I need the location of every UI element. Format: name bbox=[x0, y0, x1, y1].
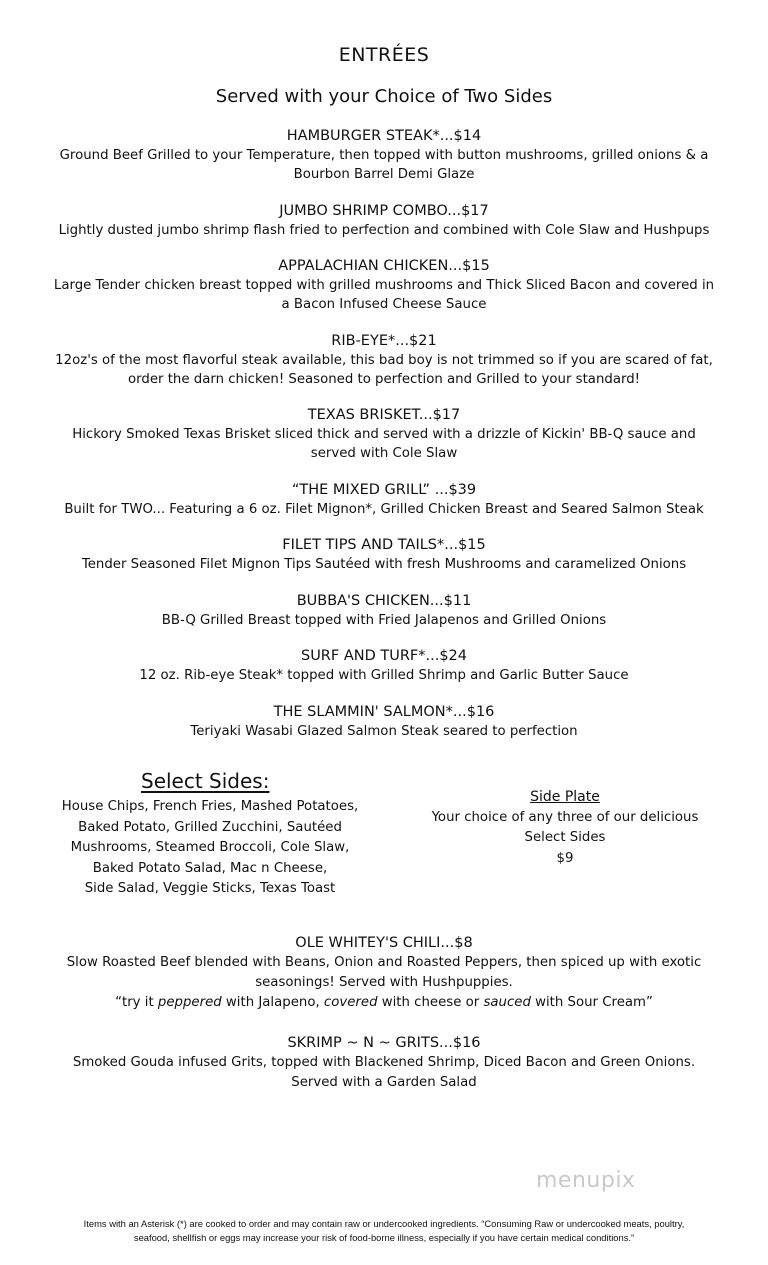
entree-desc-line: 12oz's of the most flavorful steak available, this bad boy is not trimmed so if you are scared of fat, bbox=[55, 352, 713, 368]
chili-tip-italic: covered bbox=[323, 995, 378, 1010]
entree-name: BUBBA'S CHICKEN...$11 bbox=[296, 592, 472, 609]
page-title: ENTRÉES bbox=[338, 44, 430, 66]
entree-name: RIB-EYE*...$21 bbox=[331, 332, 437, 349]
entree-name: TEXAS BRISKET...$17 bbox=[307, 407, 461, 423]
disclaimer-line: Items with an Asterisk (*) are cooked to order and may contain raw or undercooked ingredients. “Consuming Raw or undercooked meats, poultry, bbox=[83, 1218, 685, 1229]
entree-desc-line: 12 oz. Rib-eye Steak* topped with Grilled Shrimp and Garlic Butter Sauce bbox=[139, 668, 629, 683]
entree-name: APPALACHIAN CHICKEN...$15 bbox=[278, 258, 490, 274]
entree-list bbox=[30, 127, 738, 758]
entree-name: THE SLAMMIN' SALMON*...$16 bbox=[273, 703, 495, 720]
select-sides-heading: Select Sides: bbox=[141, 769, 270, 793]
entree-desc-line: Built for TWO... Featuring a 6 oz. Filet Mignon*, Grilled Chicken Breast and Seared Salmon Steak bbox=[64, 501, 704, 517]
select-sides-line: House Chips, French Fries, Mashed Potatoes, bbox=[61, 799, 359, 814]
entree-jumbo-shrimp-combo bbox=[30, 202, 738, 240]
chili-desc-line: Slow Roasted Beef blended with Beans, Onion and Roasted Peppers, then spiced up with exotic bbox=[66, 955, 702, 970]
side-plate-line: Your choice of any three of our delicious bbox=[431, 809, 699, 825]
entree-rib-eye bbox=[30, 332, 738, 389]
entree-mixed-grill bbox=[30, 481, 738, 519]
entree-filet-tips bbox=[30, 536, 738, 574]
chili-tip-italic: peppered bbox=[157, 995, 222, 1010]
entree-slammin-salmon bbox=[30, 703, 738, 741]
entree-desc-line: Large Tender chicken breast topped with grilled mushrooms and Thick Sliced Bacon and covered in bbox=[53, 278, 715, 293]
chili-tip-italic: sauced bbox=[483, 995, 531, 1010]
chili-tip-text: “try it bbox=[115, 995, 158, 1010]
entree-hamburger-steak bbox=[30, 127, 738, 184]
select-sides-line: Side Salad, Veggie Sticks, Texas Toast bbox=[84, 881, 336, 897]
grits-desc-line: Smoked Gouda infused Grits, topped with Blackened Shrimp, Diced Bacon and Green Onions. bbox=[72, 1055, 696, 1070]
select-sides-line: Baked Potato, Grilled Zucchini, Sautéed bbox=[78, 819, 342, 835]
disclaimer-line: seafood, shellfish or eggs may increase your risk of food-borne illness, especially if you have certain medical conditions.” bbox=[133, 1232, 635, 1243]
menupix-watermark: menupix bbox=[536, 1168, 636, 1193]
disclaimer bbox=[20, 1217, 748, 1245]
grits-item bbox=[30, 1034, 738, 1093]
chili-item bbox=[30, 934, 738, 1013]
chili-desc-line: seasonings! Served with Hushpuppies. bbox=[255, 975, 513, 990]
chili-name: OLE WHITEY'S CHILI...$8 bbox=[295, 935, 473, 951]
entree-desc-line: BB-Q Grilled Breast topped with Fried Jalapenos and Grilled Onions bbox=[161, 612, 607, 628]
page-subtitle: Served with your Choice of Two Sides bbox=[215, 86, 553, 107]
chili-tip-text: with Sour Cream” bbox=[530, 995, 653, 1010]
side-plate-title: Side Plate bbox=[530, 789, 600, 805]
entree-name: JUMBO SHRIMP COMBO...$17 bbox=[279, 202, 489, 219]
entree-desc-line: Hickory Smoked Texas Brisket sliced thick and served with a drizzle of Kickin' BB-Q sauce and bbox=[72, 427, 696, 442]
entree-name: SURF AND TURF*...$24 bbox=[300, 648, 468, 664]
side-plate-line: Select Sides bbox=[524, 830, 606, 845]
chili-tip-text: with Jalapeno, bbox=[221, 995, 324, 1010]
entree-name: “THE MIXED GRILL” ...$39 bbox=[291, 481, 477, 498]
select-sides-line: Mushrooms, Steamed Broccoli, Cole Slaw, bbox=[70, 840, 350, 856]
entree-appalachian-chicken bbox=[30, 257, 738, 314]
entree-desc-line: Ground Beef Grilled to your Temperature, then topped with button mushrooms, grilled onions & a bbox=[59, 148, 709, 163]
entree-desc-line: Bourbon Barrel Demi Glaze bbox=[293, 167, 475, 182]
entree-name: FILET TIPS AND TAILS*...$15 bbox=[282, 537, 486, 553]
entree-desc-line: Teriyaki Wasabi Glazed Salmon Steak seared to perfection bbox=[190, 723, 578, 739]
side-plate-price: $9 bbox=[556, 850, 574, 866]
entree-desc-line: served with Cole Slaw bbox=[310, 446, 458, 461]
entree-desc-line: order the darn chicken! Seasoned to perfection and Grilled to your standard! bbox=[128, 371, 640, 387]
select-sides-line: Baked Potato Salad, Mac n Cheese, bbox=[92, 860, 328, 876]
entree-desc-line: Lightly dusted jumbo shrimp flash fried to perfection and combined with Cole Slaw and Hushpups bbox=[58, 222, 710, 238]
entree-desc-line: Tender Seasoned Filet Mignon Tips Sautéed with fresh Mushrooms and caramelized Onions bbox=[81, 557, 687, 572]
chili-tip bbox=[30, 993, 738, 1013]
entree-desc-line: a Bacon Infused Cheese Sauce bbox=[281, 297, 487, 312]
grits-name: SKRIMP ~ N ~ GRITS...$16 bbox=[287, 1035, 481, 1051]
entree-name: HAMBURGER STEAK*...$14 bbox=[286, 128, 482, 144]
grits-desc-line: Served with a Garden Salad bbox=[291, 1075, 477, 1090]
entree-texas-brisket bbox=[30, 406, 738, 463]
entree-bubbas-chicken bbox=[30, 592, 738, 630]
chili-tip-text: with cheese or bbox=[377, 995, 484, 1010]
side-plate bbox=[412, 787, 718, 869]
select-sides-list bbox=[30, 797, 390, 900]
entree-surf-and-turf bbox=[30, 647, 738, 685]
